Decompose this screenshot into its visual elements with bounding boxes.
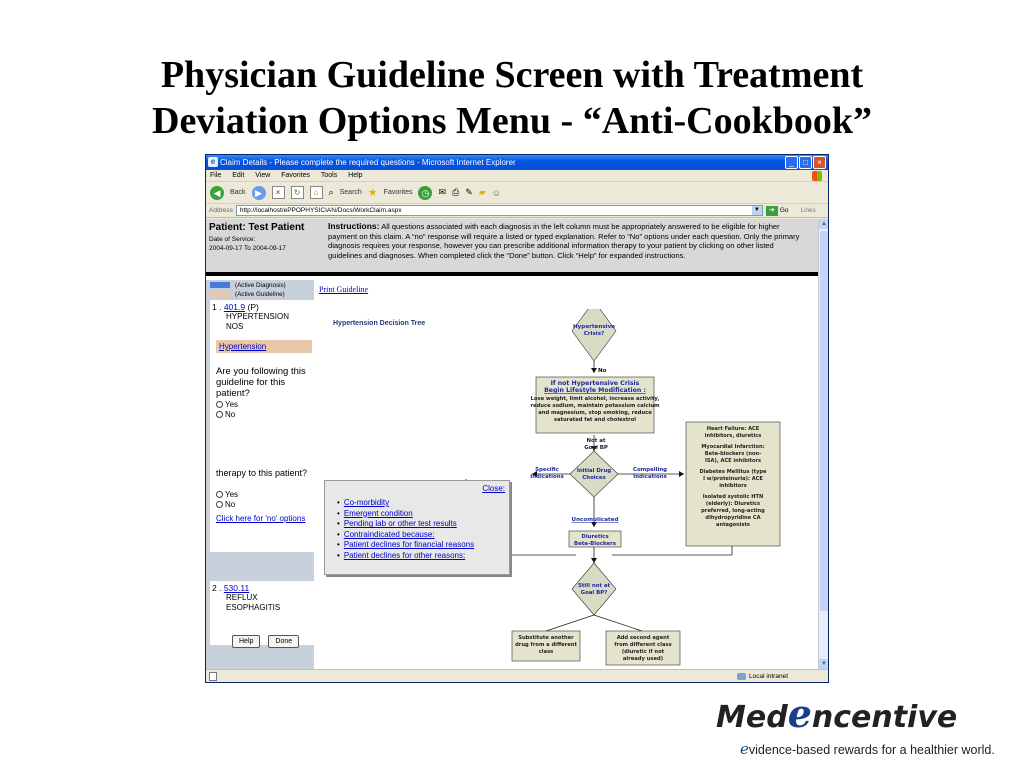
diagnosis-1-name-line1: HYPERTENSION [226, 312, 289, 321]
not-goal-line2: Goal BP [584, 445, 608, 451]
back-arrow-icon[interactable]: ◀ [210, 186, 224, 200]
no-crisis-label: No [598, 368, 607, 374]
date-of-service-label: Date of Service: [209, 236, 256, 243]
instructions [328, 222, 808, 260]
status-bar [206, 669, 828, 682]
initial-line2: Choices [582, 475, 606, 481]
option-declines-financial[interactable] [337, 540, 474, 551]
still-not-line2: Goal BP? [580, 590, 608, 596]
form-buttons [232, 635, 299, 648]
done-button[interactable]: Done [268, 635, 299, 648]
links-button[interactable]: Links [800, 206, 816, 214]
radio-circle-icon [216, 491, 223, 498]
logo-e: e [787, 691, 812, 736]
lifestyle-body-line3: and magnesium, stop smoking, reduce [538, 410, 652, 416]
guideline-yes-radio[interactable] [216, 400, 238, 410]
arrowhead-icon [591, 558, 597, 563]
page-content [206, 219, 818, 669]
messenger-icon[interactable]: ☺ [491, 187, 501, 198]
radio-circle-icon [216, 411, 223, 418]
favorites-star-icon[interactable]: ★ [367, 187, 378, 199]
mail-icon[interactable]: ✉ [438, 187, 447, 197]
menu-tools[interactable]: Tools [320, 172, 338, 179]
option-label[interactable]: Pending lab or other test results [343, 519, 457, 529]
not-goal-line1: Not at [586, 438, 606, 444]
vertical-scrollbar[interactable] [818, 219, 828, 669]
compelling-box-line2: inhibitors, diuretics [704, 433, 762, 439]
diagnosis-1-index: 1 . [212, 302, 222, 312]
forward-arrow-icon[interactable]: ▶ [252, 186, 266, 200]
stop-icon[interactable]: × [272, 186, 285, 199]
window-titlebar[interactable] [206, 155, 828, 170]
yes-label: Yes [225, 400, 239, 409]
lifestyle-body-line2: reduce sodium, maintain potassium calcium [530, 403, 660, 409]
compelling-box-line16: antagonists [716, 522, 750, 528]
slide-title-line1: Physician Guideline Screen with Treatment [160, 54, 864, 96]
logo-tagline [740, 740, 995, 758]
compelling-box-line6: ISA), ACE inhibitors [704, 458, 762, 464]
security-zone: Local intranet [737, 670, 788, 683]
tagline-text: vidence-based rewards for a healthier world. [748, 743, 995, 757]
specific-line2: Indications [530, 474, 564, 480]
option-declines-other[interactable] [337, 551, 474, 562]
diagnosis-sidebar [206, 280, 314, 669]
medencentive-logo [716, 691, 958, 736]
refresh-icon[interactable]: ↻ [291, 186, 304, 199]
compelling-box-line9: I w/proteinuria): ACE [703, 476, 763, 482]
legend-swatch-guideline [210, 291, 230, 297]
go-arrow-icon[interactable]: ➔ [766, 206, 778, 216]
option-label[interactable]: Co-morbidity [343, 498, 390, 507]
go-button[interactable]: Go [779, 206, 789, 214]
tagline-e: e [740, 740, 749, 758]
crisis-question-line2: Crisis? [583, 331, 605, 337]
folder-icon[interactable]: ▰ [478, 187, 486, 197]
still-not-line1: Still not at [577, 583, 611, 589]
diagnosis-2-name-line1: REFLUX [226, 593, 258, 602]
substitute-line3: class [538, 649, 554, 655]
radio-circle-icon [216, 501, 223, 508]
specific-line1: Specific [535, 467, 559, 473]
substitute-line1: Substitute another [518, 635, 574, 641]
search-button-label[interactable]: Search [339, 189, 362, 196]
scroll-down-icon[interactable]: ▼ [819, 659, 829, 669]
lifestyle-title-line2: Begin Lifestyle Modification : [544, 387, 646, 394]
browser-window [205, 154, 829, 683]
home-icon[interactable]: ⌂ [310, 186, 323, 199]
menu-favorites[interactable]: Favorites [281, 172, 311, 179]
patient-name: Test Patient [248, 222, 305, 233]
menu-file[interactable]: File [210, 172, 222, 179]
add-second-line3: (diuretic if not [621, 649, 665, 655]
legend-label-diagnosis: (Active Diagnosis) [235, 282, 286, 289]
close-window-button[interactable]: × [813, 156, 826, 169]
deviation-options-popup [324, 480, 510, 575]
compelling-box-line5: Beta-blockers (non- [704, 451, 762, 457]
history-icon[interactable]: ◷ [418, 186, 432, 200]
diagnosis-2-index: 2 . [212, 583, 222, 593]
compelling-box-line12: Isolated systolic HTN [702, 494, 764, 500]
crisis-question-line1: Hypertensive [572, 324, 616, 330]
minimize-button[interactable]: _ [785, 156, 798, 169]
decision-tree-title: Hypertension Decision Tree [333, 320, 426, 327]
arrowhead-icon [679, 471, 684, 477]
option-label[interactable]: Contraindicated because: [343, 529, 435, 539]
diagnosis-2-name-line2: ESOPHAGITIS [226, 603, 281, 612]
option-pending-results[interactable] [337, 519, 474, 530]
guideline-no-radio[interactable] [216, 410, 235, 420]
compelling-box-line10: inhibitors [719, 483, 747, 489]
diagnosis-2-title [212, 583, 249, 593]
patient-label [209, 222, 304, 233]
menu-view[interactable]: View [255, 172, 271, 179]
lifestyle-body-line1: Lose weight, limit alcohol, increase activity, [530, 396, 660, 402]
compelling-box-line8: Diabetes Mellitus (type [699, 469, 767, 475]
compelling-box-line1: Heart Failure: ACE [706, 426, 760, 432]
option-contraindicated[interactable] [337, 530, 474, 541]
help-button[interactable]: Help [232, 635, 260, 648]
address-url: http://localhost/ePPOPHYSICIAN/Docs/WorkClaim.aspx [239, 207, 402, 214]
compelling-box-line15: dihydropyridine CA [705, 515, 761, 521]
scroll-up-icon[interactable]: ▲ [819, 219, 829, 229]
compelling-box-line13: (elderly): Diuretics [705, 501, 761, 507]
page-done-icon [209, 672, 217, 681]
still-not-goal-diamond [572, 563, 616, 615]
scroll-thumb[interactable] [820, 231, 828, 611]
popup-close-link[interactable]: Close: [482, 484, 505, 493]
arrowhead-icon [591, 368, 597, 373]
patient-prefix: Patient: [209, 222, 249, 233]
therapy-no-radio[interactable] [216, 500, 235, 510]
instructions-label: Instructions: [328, 221, 380, 231]
option-co-morbidity[interactable] [337, 498, 474, 509]
menu-help[interactable]: Help [348, 172, 363, 179]
address-dropdown-icon[interactable]: ▼ [752, 206, 762, 215]
no-label: No [225, 410, 236, 419]
back-button-label[interactable]: Back [230, 189, 246, 196]
legend-label-guideline: (Active Guideline) [235, 291, 285, 298]
diagnosis-1-name-line2: NOS [226, 322, 244, 331]
connector-still-add [594, 615, 642, 631]
address-input[interactable] [236, 205, 763, 216]
information-therapy-question: therapy to this patient? [216, 468, 308, 478]
compelling-box-line4: Myocardial Infarction: [701, 444, 765, 450]
slide-title-line2: Deviation Options Menu - “Anti-Cookbook” [152, 100, 872, 142]
diuretics-line2: Beta-Blockers [573, 541, 617, 547]
lifestyle-body-line4: saturated fat and cholestrol [553, 417, 637, 423]
print-guideline-link[interactable]: Print Guideline [319, 285, 369, 294]
legend-swatch-diagnosis [210, 282, 230, 288]
compelling-line2: Indications [633, 474, 667, 480]
substitute-line2: drug from a different [515, 642, 577, 648]
instructions-text: All questions associated with each diagnosis in the left column must be appropriately answered to be eligible for higher payment on this claim. A “no” response will require a listed or typed explanation. Refer to “No” options under each question. Only the primary diagnosis requires your response, however you can prescribe additional information therapy to your patient by clicking on other listed guidelines and diagnoses. When completed click the “Done” button. Click “Help” for expanded instructions. [328, 222, 800, 260]
option-label[interactable]: Patient declines for other reasons: [343, 550, 466, 560]
address-bar [206, 204, 828, 218]
initial-drug-diamond [570, 451, 618, 497]
menu-bar [206, 170, 828, 182]
window-title: Claim Details - Please complete the required questions - Microsoft Internet Explorer [220, 158, 516, 167]
diuretics-line1: Diuretics [581, 534, 609, 540]
compelling-line1: Compelling [632, 467, 668, 473]
deviation-options-list [337, 498, 474, 562]
radio-circle-icon [216, 401, 223, 408]
therapy-yes-radio[interactable] [216, 490, 238, 500]
toolbar [206, 182, 828, 204]
print-icon[interactable]: ⎙ [452, 187, 460, 197]
add-second-line1: Add second agent [616, 635, 670, 641]
option-label[interactable]: Emergent condition [343, 508, 413, 518]
option-label[interactable]: Patient declines for financial reasons [343, 540, 475, 550]
add-second-line4: already used) [622, 656, 664, 662]
yes-label: Yes [225, 490, 239, 499]
diagnosis-1-primary-flag: (P) [247, 302, 259, 312]
option-emergent-condition[interactable] [337, 509, 474, 520]
favorites-button-label[interactable]: Favorites [383, 189, 413, 196]
windows-logo-icon [812, 171, 822, 181]
connector-still-substitute [546, 615, 594, 631]
date-of-service-range: 2004-09-17 To 2004-09-17 [209, 245, 286, 252]
address-label: Address [209, 206, 233, 214]
add-second-line2: from different class [614, 642, 672, 648]
uncomplicated-label: Uncomplicated [571, 517, 619, 523]
legend-active-guideline [210, 291, 285, 298]
diagnosis-1 [210, 300, 314, 552]
guideline-question: Are you following this guideline for this patient? [216, 366, 306, 399]
lifestyle-title-line1: If not Hypertensive Crisis [550, 380, 640, 387]
edit-icon[interactable]: ✎ [465, 187, 473, 197]
search-icon[interactable]: ⌕ [328, 187, 334, 197]
logo-part1: Med [716, 700, 788, 735]
logo-part2: ncentive [811, 700, 958, 735]
menu-edit[interactable]: Edit [232, 172, 245, 179]
initial-line1: Initial Drug [576, 468, 612, 474]
slide-title [0, 52, 1024, 144]
legend-active-diagnosis [210, 282, 286, 289]
diagnosis-2-code-link[interactable]: 530.11 [223, 583, 250, 593]
internet-explorer-icon: e [208, 157, 218, 167]
compelling-box-line14: preferred, long-acting [701, 508, 765, 514]
no-options-link[interactable]: Click here for 'no' options [216, 514, 306, 523]
maximize-button[interactable]: □ [799, 156, 812, 169]
no-label: No [225, 500, 236, 509]
guideline-link-hypertension[interactable]: Hypertension [216, 340, 312, 353]
diagnosis-1-title [212, 302, 259, 312]
diagnosis-1-code-link[interactable]: 401.9 [223, 302, 246, 312]
claim-header [206, 219, 818, 276]
